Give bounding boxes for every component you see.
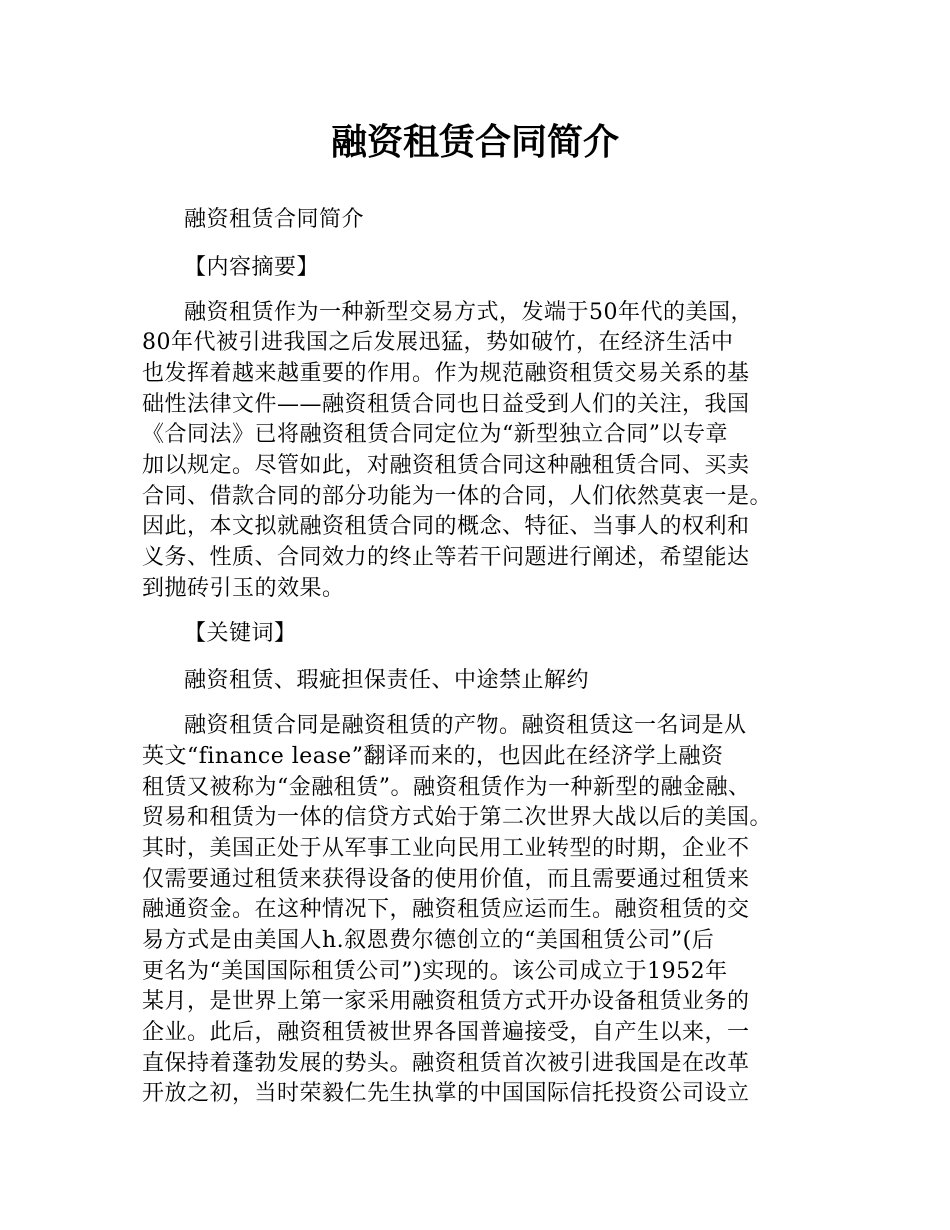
keywords: 融资租赁、瑕疵担保责任、中途禁止解约 xyxy=(184,668,590,693)
body-line: 某月，是世界上第一家采用融资租赁方式开办设备租赁业务的 xyxy=(142,989,750,1014)
body-line: 融资租赁合同是融资租赁的产物。融资租赁这一名词是从 xyxy=(184,713,747,738)
abstract-line: 础性法律文件——融资租赁合同也日益受到人们的关注，我国 xyxy=(142,392,750,417)
body-line: 更名为“美国国际租赁公司”)实现的。该公司成立于1952年 xyxy=(142,959,728,984)
body-line: 租赁又被称为“金融租赁”。融资租赁作为一种新型的融金融、 xyxy=(142,775,751,800)
body-line: 企业。此后，融资租赁被世界各国普遍接受，自产生以来，一 xyxy=(142,1020,750,1045)
document-title: 融资租赁合同简介 xyxy=(330,122,619,163)
abstract-line: 加以规定。尽管如此，对融资租赁合同这种融租赁合同、买卖 xyxy=(142,453,750,478)
subtitle: 融资租赁合同简介 xyxy=(184,207,365,232)
abstract-line: 80年代被引进我国之后发展迅猛，势如破竹，在经济生活中 xyxy=(142,330,734,355)
abstract-line: 合同、借款合同的部分功能为一体的合同，人们依然莫衷一是。 xyxy=(142,484,773,509)
keywords-heading: 【关键词】 xyxy=(184,621,297,646)
body-line: 其时，美国正处于从军事工业向民用工业转型的时期，企业不 xyxy=(142,836,750,861)
body-line: 直保持着蓬勃发展的势头。融资租赁首次被引进我国是在改革 xyxy=(142,1051,750,1076)
body-line: 仅需要通过租赁来获得设备的使用价值，而且需要通过租赁来 xyxy=(142,867,750,892)
abstract-line: 义务、性质、合同效力的终止等若干问题进行阐述，希望能达 xyxy=(142,545,750,570)
body-line: 贸易和租赁为一体的信贷方式始于第二次世界大战以后的美国。 xyxy=(142,805,773,830)
body-line: 英文“finance lease”翻译而来的，也因此在经济学上融资 xyxy=(142,744,724,769)
abstract-line: 《合同法》已将融资租赁合同定位为“新型独立合同”以专章 xyxy=(142,422,728,447)
abstract-line: 因此，本文拟就融资租赁合同的概念、特征、当事人的权利和 xyxy=(142,514,750,539)
abstract-line: 融资租赁作为一种新型交易方式，发端于50年代的美国， xyxy=(184,300,753,325)
body-line: 融通资金。在这种情况下，融资租赁应运而生。融资租赁的交 xyxy=(142,897,750,922)
abstract-line: 到抛砖引玉的效果。 xyxy=(142,576,345,601)
body-line: 开放之初，当时荣毅仁先生执掌的中国国际信托投资公司设立 xyxy=(142,1081,750,1106)
body-line: 易方式是由美国人h.叙恩费尔德创立的“美国租赁公司”(后 xyxy=(142,928,715,953)
abstract-heading: 【内容摘要】 xyxy=(184,255,320,280)
abstract-line: 也发挥着越来越重要的作用。作为规范融资租赁交易关系的基 xyxy=(142,361,750,386)
